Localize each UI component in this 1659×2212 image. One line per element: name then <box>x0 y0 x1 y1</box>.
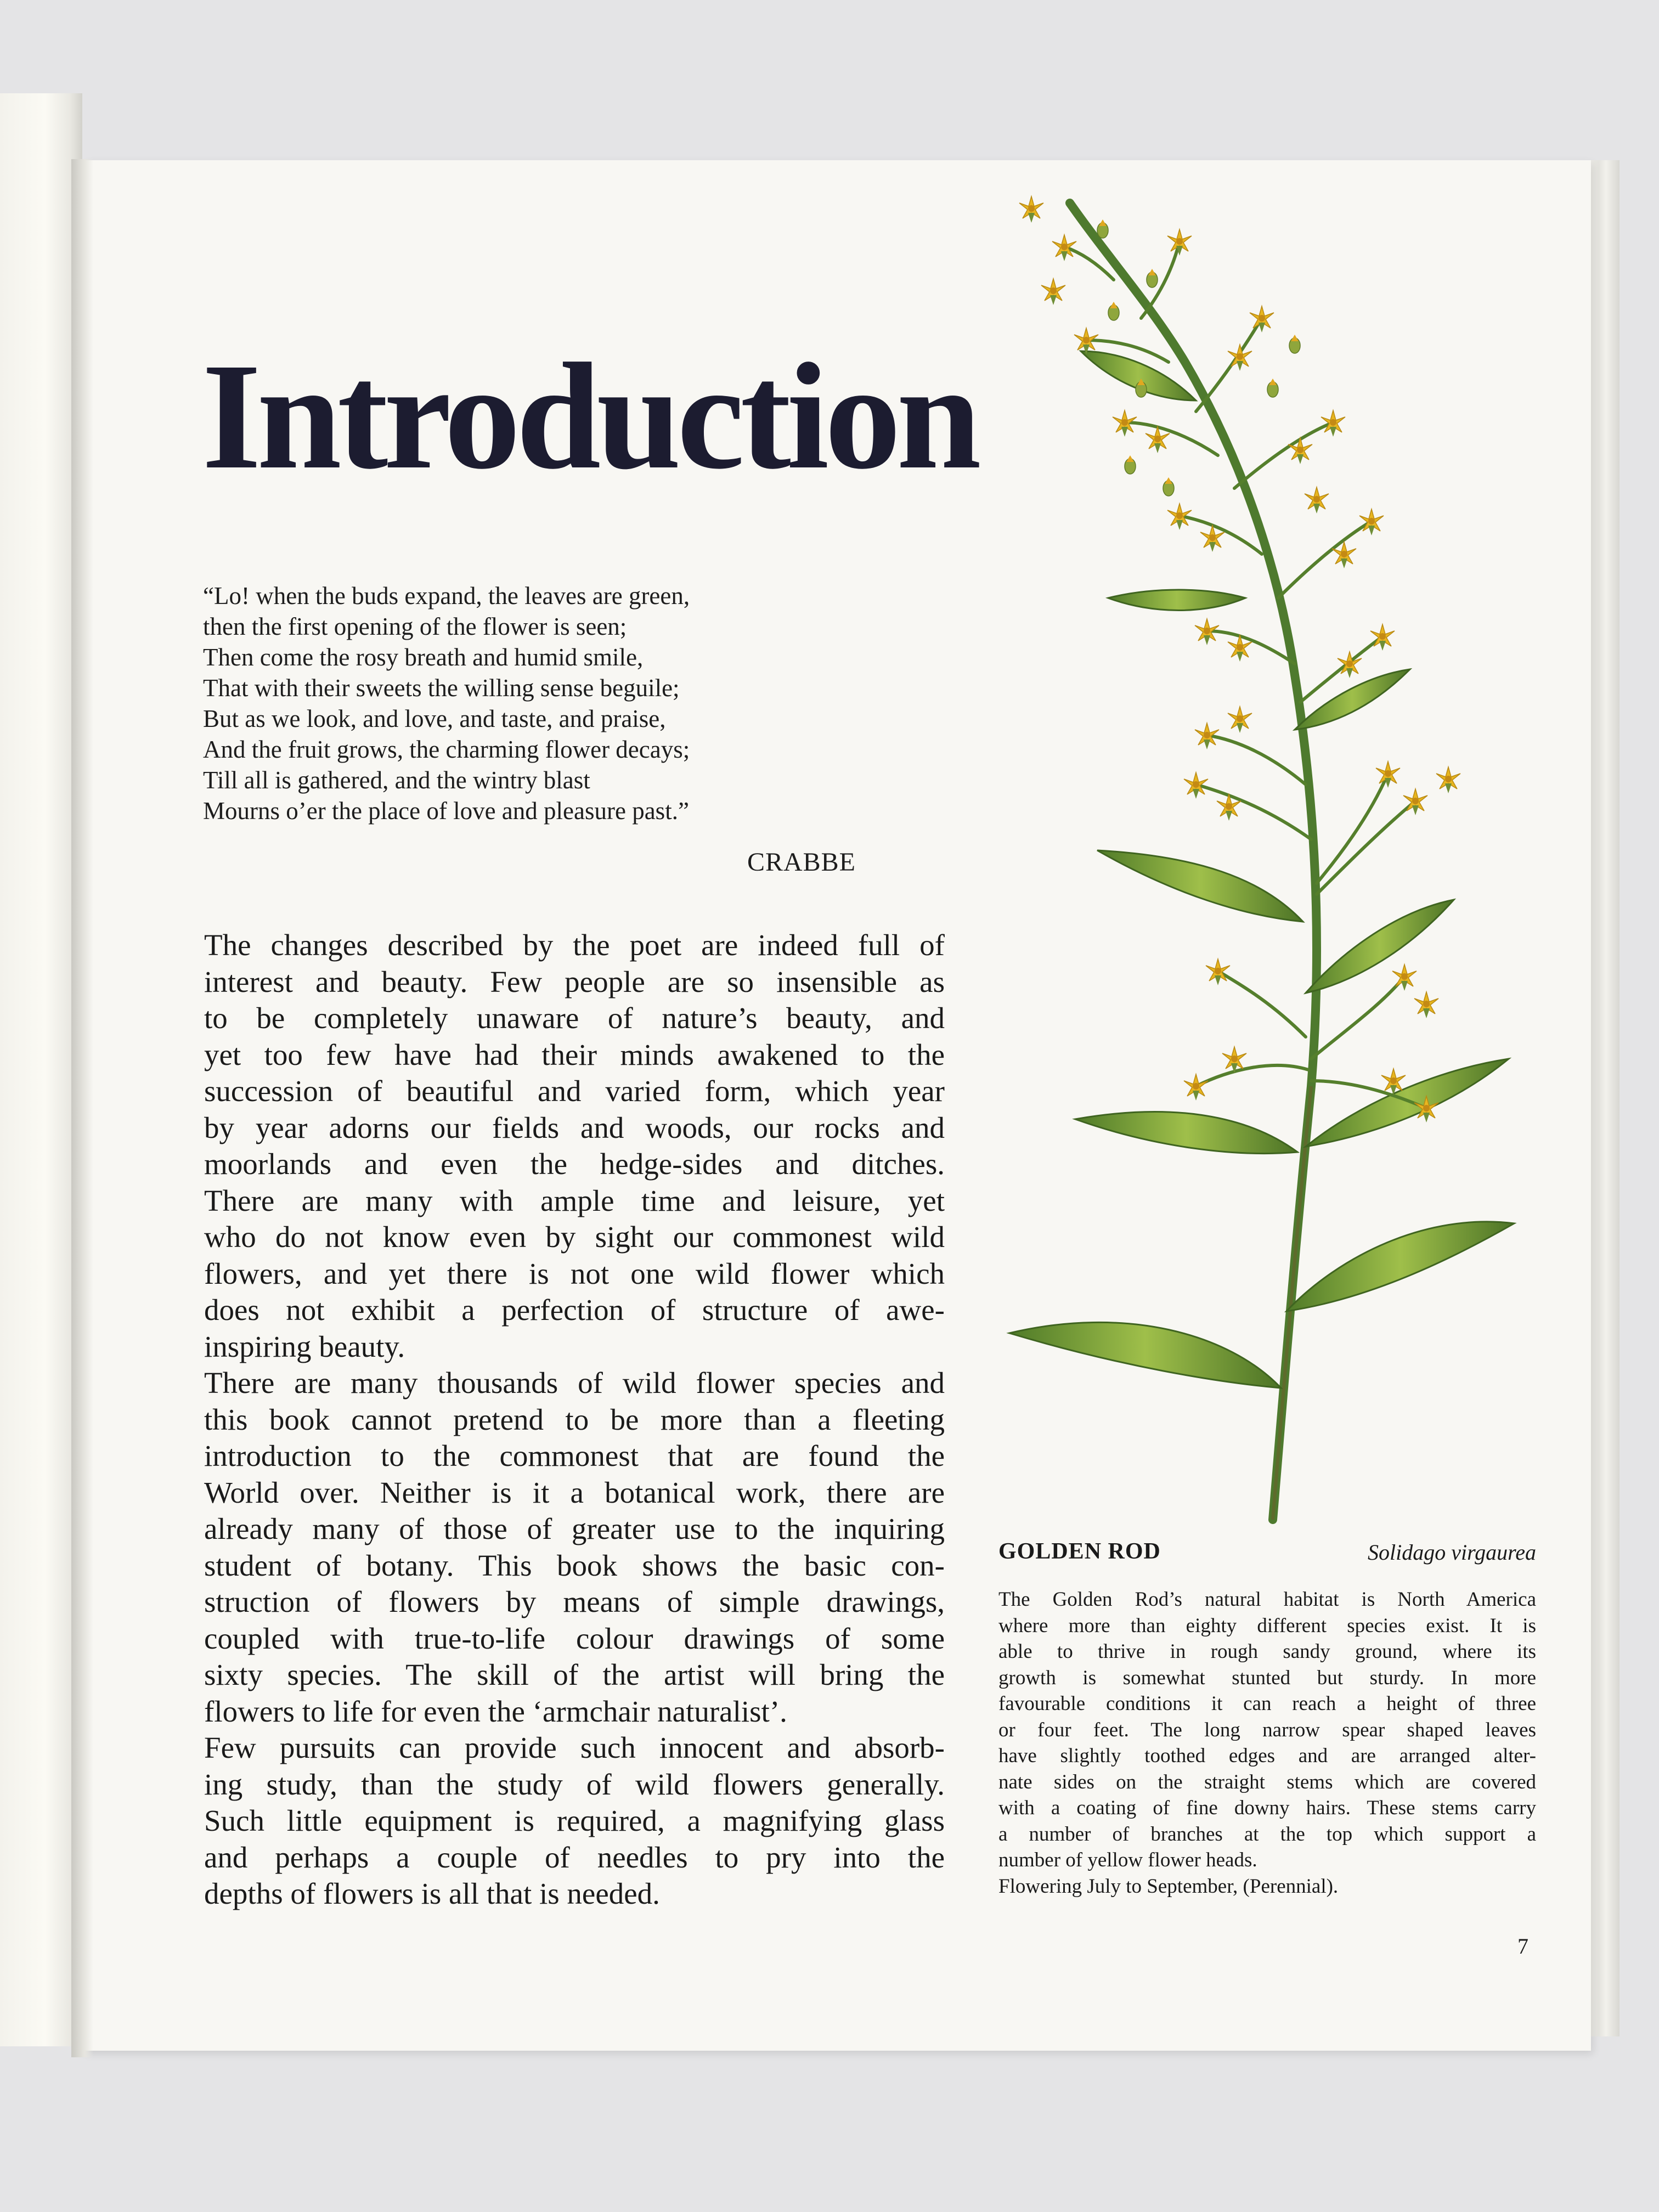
body-line: yet too few have had their minds awakened to the <box>204 1037 945 1071</box>
body-line: Few pursuits can provide such innocent and absorb- <box>204 1731 945 1764</box>
body-line: who do not know even by sight our commonest wild <box>204 1220 945 1254</box>
caption-line: or four feet. The long narrow spear shaped leaves <box>998 1718 1536 1741</box>
caption-line: where more than eighty different species exist. It is <box>998 1614 1536 1637</box>
poem-line: Till all is gathered, and the wintry blast <box>203 766 590 794</box>
caption-line: The Golden Rod’s natural habitat is North America <box>998 1588 1536 1611</box>
facing-page-edge <box>0 93 82 2046</box>
body-line: does not exhibit a perfection of structure of awe- <box>204 1293 945 1327</box>
page-number: 7 <box>1517 1934 1528 1959</box>
caption-line: number of yellow flower heads. <box>998 1849 1257 1871</box>
poem-line: then the first opening of the flower is seen; <box>203 613 627 640</box>
body-line: by year adorns our fields and woods, our rocks and <box>204 1110 945 1144</box>
golden-rod-illustration <box>988 181 1547 1542</box>
body-line: The changes described by the poet are indeed full of <box>204 928 945 962</box>
body-line: moorlands and even the hedge-sides and ditches. <box>204 1147 945 1181</box>
body-line: ing study, than the study of wild flowers generally. <box>204 1767 945 1801</box>
caption-line: nate sides on the straight stems which are covered <box>998 1770 1536 1793</box>
body-line: and perhaps a couple of needles to pry into the <box>204 1840 945 1874</box>
poem-author: CRABBE <box>747 848 856 877</box>
caption-line: a number of branches at the top which support a <box>998 1822 1536 1846</box>
caption-line: able to thrive in rough sandy ground, where its <box>998 1640 1536 1663</box>
body-line: There are many with ample time and leisure, yet <box>204 1183 945 1217</box>
caption-line: with a coating of fine downy hairs. These stems carry <box>998 1797 1536 1819</box>
body-line: student of botany. This book shows the basic con- <box>204 1548 945 1582</box>
body-line: already many of those of greater use to the inquiring <box>204 1512 945 1545</box>
body-line: flowers to life for even the ‘armchair naturalist’. <box>204 1694 787 1728</box>
poem-line: But as we look, and love, and taste, and praise, <box>203 705 666 732</box>
caption-line: Flowering July to September, (Perennial). <box>998 1875 1339 1898</box>
body-line: introduction to the commonest that are found the <box>204 1439 945 1472</box>
caption-line: growth is somewhat stunted but sturdy. In more <box>998 1666 1536 1689</box>
poem <box>203 580 872 826</box>
caption-plant-name: GOLDEN ROD <box>998 1539 1161 1564</box>
poem-line: That with their sweets the willing sense beguile; <box>203 674 680 702</box>
body-line: coupled with true-to-life colour drawings of some <box>204 1621 945 1655</box>
caption-line: have slightly toothed edges and are arranged alter- <box>998 1745 1536 1767</box>
body-line: flowers, and yet there is not one wild flower which <box>204 1256 945 1290</box>
body-line: depths of flowers is all that is needed. <box>204 1877 660 1910</box>
body-text <box>204 927 945 1912</box>
poem-line: Then come the rosy breath and humid smile, <box>203 644 644 671</box>
body-line: Such little equipment is required, a magnifying glass <box>204 1804 945 1837</box>
body-line: struction of flowers by means of simple drawings, <box>204 1585 945 1618</box>
book-gutter <box>71 159 93 2057</box>
body-line: interest and beauty. Few people are so insensible as <box>204 964 945 998</box>
page-title: Introduction <box>202 332 977 501</box>
body-line: to be completely unaware of nature’s beauty, and <box>204 1001 945 1035</box>
caption-line: favourable conditions it can reach a height of three <box>998 1692 1536 1715</box>
body-line: succession of beautiful and varied form, which year <box>204 1074 945 1108</box>
body-line: sixty species. The skill of the artist will bring the <box>204 1658 945 1691</box>
body-line: World over. Neither is it a botanical work, there are <box>204 1475 945 1509</box>
caption-text <box>998 1587 1536 1899</box>
poem-line: And the fruit grows, the charming flower decays; <box>203 736 690 763</box>
caption-latin-name: Solidago virgaurea <box>1367 1540 1536 1565</box>
poem-line: “Lo! when the buds expand, the leaves are green, <box>203 582 690 610</box>
poem-line: Mourns o’er the place of love and pleasure past.” <box>203 797 689 825</box>
body-line: There are many thousands of wild flower species and <box>204 1366 945 1400</box>
body-line: inspiring beauty. <box>204 1329 405 1363</box>
body-line: this book cannot pretend to be more than a fleeting <box>204 1402 945 1436</box>
